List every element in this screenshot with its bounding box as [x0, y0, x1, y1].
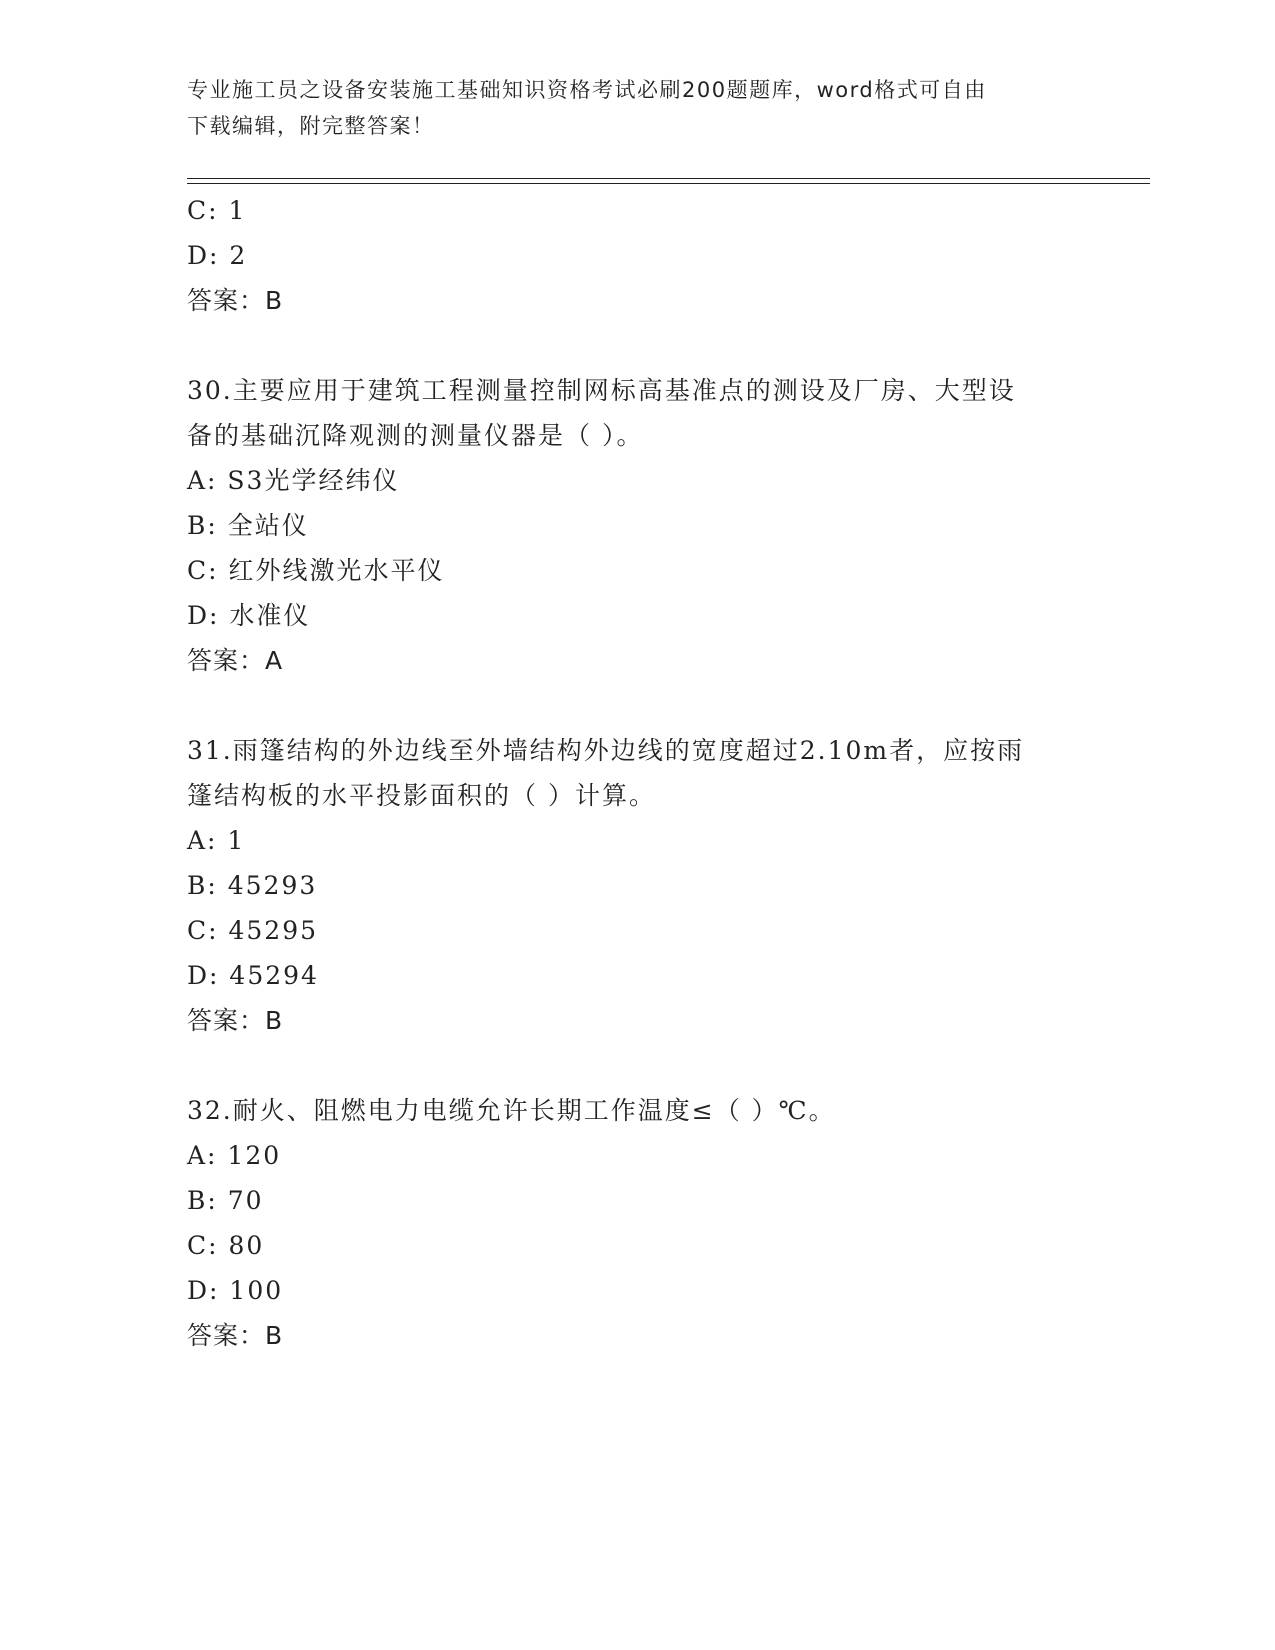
- q32-stem-line-1: 32.耐火、阻燃电力电缆允许长期工作温度≤（ ）℃。: [187, 1096, 836, 1125]
- q32-option-b: B: 70: [187, 1186, 264, 1215]
- q30-option-b: B: 全站仪: [187, 511, 309, 540]
- q30-stem-line-2: 备的基础沉降观测的测量仪器是（ ）。: [187, 421, 644, 450]
- q31-option-a: A: 1: [187, 826, 246, 855]
- q31-option-c: C: 45295: [187, 916, 319, 945]
- q30-stem-line-1: 30.主要应用于建筑工程测量控制网标高基准点的测设及厂房、大型设: [187, 376, 1016, 405]
- q31-stem-line-2: 篷结构板的水平投影面积的（ ）计算。: [187, 781, 656, 810]
- q30-option-c: C: 红外线激光水平仪: [187, 556, 445, 585]
- header-rule-top: [187, 178, 1150, 179]
- q31-answer: 答案：B: [187, 1006, 284, 1035]
- q30-option-a: A: S3光学经纬仪: [187, 466, 400, 495]
- document-header: [187, 72, 1067, 144]
- q31-option-b: B: 45293: [187, 871, 318, 900]
- q32-option-d: D: 100: [187, 1276, 284, 1305]
- header-rule-bottom: [187, 183, 1150, 184]
- q32-option-a: A: 120: [187, 1141, 282, 1170]
- q30-answer: 答案：A: [187, 646, 284, 675]
- q32-answer: 答案：B: [187, 1321, 284, 1350]
- prev-answer: 答案：B: [187, 286, 284, 315]
- prev-option-c: C: 1: [187, 196, 247, 225]
- q30-option-d: D: 水准仪: [187, 601, 311, 630]
- prev-option-d: D: 2: [187, 241, 248, 270]
- q31-option-d: D: 45294: [187, 961, 319, 990]
- header-line-1: 专业施工员之设备安装施工基础知识资格考试必刷200题题库，word格式可自由: [187, 78, 987, 102]
- header-line-2: 下载编辑，附完整答案！: [187, 114, 435, 138]
- q31-stem-line-1: 31.雨篷结构的外边线至外墙结构外边线的宽度超过2.10m者，应按雨: [187, 736, 1025, 765]
- q32-option-c: C: 80: [187, 1231, 265, 1260]
